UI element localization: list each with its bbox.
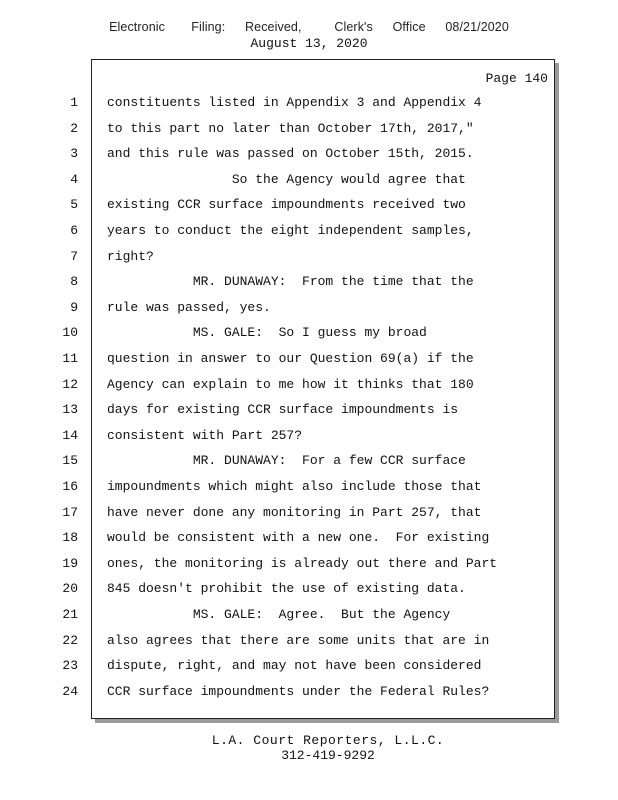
line-number: 14 <box>62 427 78 443</box>
line-text: days for existing CCR surface impoundments is <box>107 402 459 418</box>
line-text: and this rule was passed on October 15th, 2015. <box>107 146 474 162</box>
line-number: 20 <box>62 581 78 597</box>
line-text: have never done any monitoring in Part 257, that <box>107 504 482 520</box>
line-number: 9 <box>70 299 78 315</box>
line-text: Agency can explain to me how it thinks that 180 <box>107 376 474 392</box>
line-text: ones, the monitoring is already out there and Part <box>107 555 498 571</box>
line-text: would be consistent with a new one. For existing <box>107 530 490 546</box>
line-number: 13 <box>62 402 78 418</box>
line-number: 21 <box>62 607 78 622</box>
line-text: constituents listed in Appendix 3 and Appendix 4 <box>107 95 482 110</box>
line-number: 3 <box>70 146 78 162</box>
line-number: 16 <box>62 479 78 494</box>
line-number: 10 <box>62 325 78 341</box>
page-number: Page 140 <box>485 71 548 86</box>
transcript-page <box>62 59 555 719</box>
line-number: 5 <box>70 197 78 213</box>
line-text: dispute, right, and may not have been considered <box>107 658 482 674</box>
line-number: 7 <box>70 248 78 264</box>
line-text: consistent with Part 257? <box>107 427 303 443</box>
line-text: to this part no later than October 17th, 2017," <box>107 120 474 136</box>
line-text: rule was passed, yes. <box>107 299 271 315</box>
line-number: 18 <box>62 530 78 546</box>
line-text: existing CCR surface impoundments received two <box>107 197 466 213</box>
line-number: 19 <box>62 555 78 571</box>
line-text: MS. GALE: So I guess my broad <box>107 325 427 341</box>
line-number: 11 <box>62 351 78 366</box>
line-number: 24 <box>62 683 78 699</box>
line-number: 2 <box>70 120 78 136</box>
court-reporter-name: L.A. Court Reporters, L.L.C. <box>211 733 445 748</box>
hearing-date: August 13, 2020 <box>250 36 368 51</box>
line-number: 12 <box>62 376 78 392</box>
court-reporter-phone: 312-419-9292 <box>281 748 375 763</box>
line-text: also agrees that there are some units that are in <box>107 632 490 648</box>
line-number: 17 <box>62 504 78 520</box>
line-number: 8 <box>70 274 78 290</box>
line-text: MS. GALE: Agree. But the Agency <box>107 607 451 622</box>
line-number: 23 <box>62 658 78 674</box>
line-number: 22 <box>62 632 78 648</box>
line-text: right? <box>107 248 154 264</box>
line-text: CCR surface impoundments under the Federal Rules? <box>107 683 490 699</box>
line-text: MR. DUNAWAY: For a few CCR surface <box>107 453 466 469</box>
line-number: 4 <box>70 171 78 187</box>
line-text: MR. DUNAWAY: From the time that the <box>107 274 474 290</box>
line-number: 6 <box>70 223 78 238</box>
line-text: impoundments which might also include those that <box>107 479 482 494</box>
line-text: years to conduct the eight independent samples, <box>107 223 474 238</box>
line-text: 845 doesn't prohibit the use of existing data. <box>107 581 466 597</box>
filing-stamp: Electronic Filing: Received, Clerk's Office 08/21/2020 <box>109 20 509 34</box>
line-number: 1 <box>70 95 78 110</box>
line-text: question in answer to our Question 69(a) if the <box>107 351 474 366</box>
line-number: 15 <box>62 453 78 469</box>
line-text: So the Agency would agree that <box>107 171 466 187</box>
